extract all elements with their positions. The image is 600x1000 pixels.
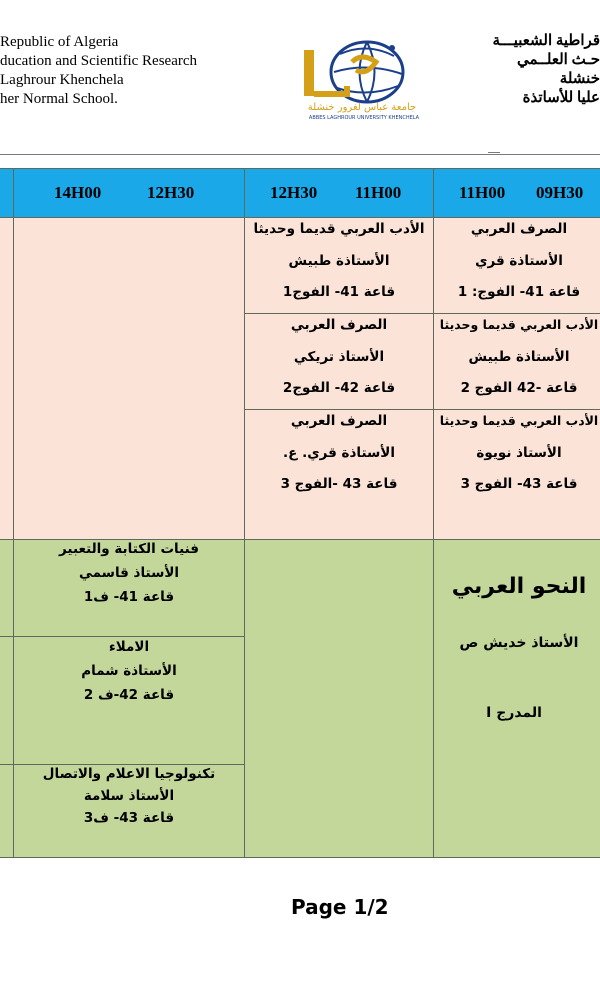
empty-slot-c3-morning: [13, 217, 245, 540]
header-line: her Normal School.: [0, 91, 118, 107]
course-name: الصرف العربي: [290, 413, 388, 429]
course-name: الصرف العربي: [470, 221, 568, 237]
header-line: حـث العلــمي: [516, 52, 600, 68]
header-line: Republic of Algeria: [0, 34, 119, 50]
course-name: الأدب العربي قديما وحديثا: [439, 413, 599, 428]
logo-caption-ar: جامعة عباس لغرور خنشلة: [307, 102, 417, 113]
room-group: قاعة 42- الفوج2: [282, 380, 396, 396]
header-cell-c3: [13, 168, 245, 218]
course-name: الاملاء: [108, 639, 150, 655]
session-c2-r1: [244, 217, 434, 314]
room-group: قاعة 41- الفوج1: [282, 284, 396, 300]
header-line: عليا للأساتذة: [522, 90, 600, 106]
header-line: ducation and Scientific Research: [0, 53, 198, 69]
teacher-name: الأستاذة شمام: [81, 663, 177, 679]
lecture-hall: المدرج I: [486, 705, 542, 721]
lecture-course: النحو العربي: [451, 574, 587, 599]
session-c1-r2: [433, 313, 600, 410]
time-to-c3: 14H00: [54, 183, 102, 202]
course-name: الأدب العربي قديما وحديثا: [439, 317, 599, 332]
time-to-c1: 11H00: [459, 183, 506, 202]
empty-slot-c2-afternoon: [244, 539, 434, 858]
header-cell-c1: [433, 168, 600, 218]
header-line: قراطية الشعبيـــة: [492, 33, 600, 49]
room-group: قاعة 43 -الفوج 3: [280, 476, 398, 492]
time-from-c3: 12H30: [147, 183, 195, 202]
room-group: قاعة 43- الفوج 3: [460, 476, 578, 492]
session-c3-r1: [13, 539, 245, 637]
header-line: خنشلة: [559, 71, 600, 87]
header-cell-edge: [0, 168, 14, 218]
time-from-c1: 09H30: [536, 183, 584, 202]
teacher-name: الأستاذة قري. ع.: [283, 445, 395, 461]
session-c2-r2: [244, 313, 434, 410]
teacher-name: الأستاذ تريكي: [293, 349, 385, 365]
teacher-name: الأستاذ سلامة: [83, 788, 175, 804]
teacher-name: الأستاذة طبيش: [288, 253, 390, 269]
session-c1-r1: [433, 217, 600, 314]
teacher-name: الأستاذ نويوة: [476, 445, 562, 461]
header-line: Laghrour Khenchela: [0, 72, 124, 88]
teacher-name: الأستاذة طبيش: [468, 349, 570, 365]
teacher-name: الأستاذ قاسمي: [78, 565, 180, 581]
time-from-c2: 11H00: [355, 183, 402, 202]
course-name: الأدب العربي قديما وحديثا: [253, 221, 425, 237]
lecture-c1: [433, 539, 600, 858]
room-group: قاعة 43- ف3: [83, 810, 175, 826]
teacher-name: الأستاذة قري: [475, 253, 563, 269]
course-name: فنيات الكتابة والتعبير: [59, 541, 199, 557]
logo-caption-en: ABBES LAGHROUR UNIVERSITY KHENCHELA: [308, 115, 420, 121]
green-edge: [0, 539, 14, 637]
session-c3-r2: [13, 636, 245, 765]
session-c2-r3: [244, 409, 434, 540]
session-c1-r3: [433, 409, 600, 540]
page-number: Page 1/2: [291, 895, 389, 919]
course-name: تكنولوجيا الاعلام والاتصال: [42, 766, 216, 782]
header-cell-c2: [244, 168, 434, 218]
peach-edge: [0, 217, 14, 540]
green-edge: [0, 764, 14, 858]
room-group: قاعة 41- ف1: [83, 589, 175, 605]
course-name: الصرف العربي: [290, 317, 388, 333]
room-group: قاعة 41- الفوج: 1: [457, 284, 581, 300]
time-to-c2: 12H30: [270, 183, 318, 202]
green-edge: [0, 636, 14, 765]
session-c3-r3: [13, 764, 245, 858]
lecture-teacher: الأستاذ خديش ص: [459, 635, 579, 651]
room-group: قاعة 42-ف 2: [83, 687, 175, 703]
room-group: قاعة -42 الفوج 2: [460, 380, 578, 396]
